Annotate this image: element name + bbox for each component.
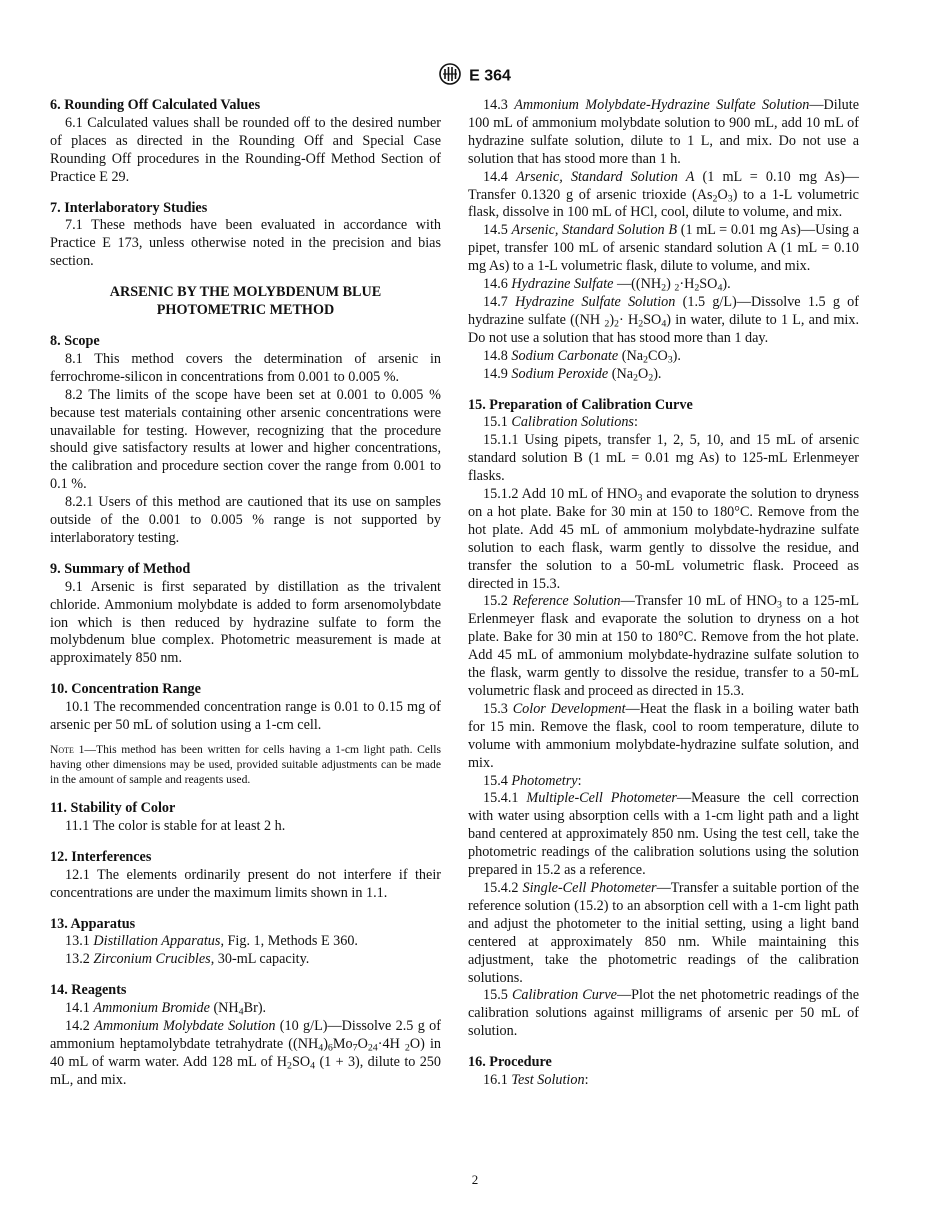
paragraph-number: 14.3 <box>483 97 515 113</box>
paragraph-text: : <box>577 772 582 789</box>
formula-text: ). <box>653 365 662 382</box>
note-1-text: —This method has been written for cells having a 1-cm light path. Cells having other dimensions may be used, provided suitable adjustments can be made in the amount of sample and reagents used. <box>50 743 441 786</box>
defined-term: Ammonium Molybdate Solution <box>94 1018 276 1035</box>
defined-term: Ammonium Bromide <box>93 1000 210 1017</box>
subscript: 4 <box>318 1042 324 1054</box>
paragraph-text: 15.1.2 Add 10 mL of HNO <box>483 486 638 503</box>
paragraph-9-1: 9.1 Arsenic is first separated by distillation as the trivalent chloride. Ammonium molybdate is added to form arsenomolybdate ion which is then reduced by hydrazine sulfate to form the molybdenum blue complex. Photometric measurement is made at approximately 850 nm. <box>50 578 441 667</box>
paragraph-number: 15.5 <box>483 987 512 1004</box>
paragraph-7-1: 7.1 These methods have been evaluated in accordance with Practice E 173, unless otherwise noted in the precision and bias section. <box>50 217 441 270</box>
paragraph-text: and evaporate the solution to dryness on a hot plate. Bake for 30 min at 150 to 180°C. Remove from the hot plate. Add 45 mL of ammonium molybdate-hydrazine sulfate solution to each flask, warm gently to dissolve the residue, and transfer the solution to a 50-mL volumetric flask. Proceed as directed in 15.3. <box>468 486 859 592</box>
defined-term: Arsenic, Standard Solution B <box>511 222 678 239</box>
paragraph-text: ·4H <box>377 1035 405 1052</box>
method-title-line-2: PHOTOMETRIC METHOD <box>156 302 335 319</box>
paragraph-text: : <box>633 414 638 431</box>
paragraph-text: to a 125-mL Erlenmeyer flask and evaporate the solution to dryness on a hot plate. Bake for 30 min at 150 to 180°C. Remove from the hot plate. Add 45 mL of ammonium molybdate-hydrazine sulfate solution to the flask, warm gently to dissolve the residue, transfer to a 50-mL volumetric flask and proceed as directed in 15.3. <box>468 593 860 699</box>
paragraph-text: O <box>717 186 728 203</box>
paragraph-number: 15.1 <box>483 414 512 431</box>
paragraph-14-9 <box>468 366 859 384</box>
paragraph-14-5 <box>468 222 859 276</box>
paragraph-text: Mo <box>332 1035 353 1052</box>
paragraph-text: —((NH <box>613 276 662 293</box>
astm-logo-icon <box>439 63 461 90</box>
paragraph-number: 14.5 <box>483 222 512 239</box>
paragraph-number: 14.1 <box>65 1000 94 1017</box>
formula-text: Br). <box>243 1000 267 1017</box>
defined-term: Sodium Peroxide <box>511 365 609 382</box>
method-title <box>50 284 441 320</box>
paragraph-15-4-2 <box>468 880 859 987</box>
defined-term: Reference Solution <box>512 593 621 610</box>
paragraph-text: (1.5 g/L)—Dissolve 1.5 g of hydrazine sulfate ((NH <box>468 293 859 328</box>
paragraph-text: ) <box>666 276 675 293</box>
subscript: 7 <box>352 1042 358 1054</box>
subscript: 2 <box>633 372 638 384</box>
paragraph-number: 15.4.1 <box>483 790 527 807</box>
paragraph-15-1-2 <box>468 486 859 593</box>
method-title-line-1: ARSENIC BY THE MOLYBDENUM BLUE <box>109 284 382 301</box>
paragraph-text: ) <box>323 1035 328 1052</box>
defined-term: Arsenic, Standard Solution A <box>515 168 695 185</box>
paragraph-text: ) to a 1-L volumetric flask, dissolve in 100 mL of HCl, cool, dilute to volume, and mix. <box>468 186 859 221</box>
paragraph-14-4 <box>468 169 859 223</box>
paragraph-text: SO <box>292 1053 311 1070</box>
defined-term: Test Solution <box>511 1072 585 1089</box>
paragraph-15-2 <box>468 593 859 700</box>
page-header <box>0 63 950 90</box>
page-number: 2 <box>471 1172 479 1187</box>
paragraph-text: —Measure the cell correction with water using absorption cells with a 1-cm light path and a light band centered at approximately 850 nm. Using the test cell, take the photometric readings of the calibration solutions using the solution prepared in 15.2 as a reference. <box>468 790 859 879</box>
paragraph-text: ·H <box>679 276 695 293</box>
note-1-label: Note 1 <box>50 743 85 756</box>
paragraph-text: SO <box>643 311 662 328</box>
section-6-title: 6. Rounding Off Calculated Values <box>50 97 261 113</box>
paragraph-text: O <box>357 1035 368 1052</box>
paragraph-text: —Plot the net photometric readings of the calibration solutions against milligrams of arsenic per 50 mL of solution. <box>468 987 860 1040</box>
defined-term: Hydrazine Sulfate Solution <box>515 293 676 310</box>
paragraph-14-8 <box>468 348 859 366</box>
paragraph-text: ) <box>609 311 615 328</box>
paragraph-text: SO <box>699 276 718 293</box>
section-14-title: 14. Reagents <box>50 982 127 999</box>
paragraph-14-3 <box>468 97 859 169</box>
formula-text: (NH <box>209 1000 239 1017</box>
paragraph-text: —Heat the flask in a boiling water bath for 15 min. Remove the flask, cool to room temperature, dilute to volume with ammonium molybdate-hydrazine sulfate solution, and mix. <box>468 700 859 771</box>
defined-term: Calibration Solutions <box>511 414 634 431</box>
defined-term: Color Development <box>512 700 626 717</box>
defined-term: Hydrazine Sulfate <box>511 276 614 293</box>
paragraph-14-7 <box>468 294 859 348</box>
defined-term: Calibration Curve <box>511 987 617 1004</box>
formula-text: CO <box>647 347 668 364</box>
paragraph-10-1: 10.1 The recommended concentration range is 0.01 to 0.15 mg of arsenic per 50 mL of solution using a 1-cm cell. <box>50 699 441 734</box>
subscript: 3 <box>777 599 782 611</box>
subscript: 4 <box>310 1060 316 1072</box>
paragraph-number: 14.9 <box>483 365 512 382</box>
subscript: 3 <box>667 354 673 366</box>
document-designation: E 364 <box>469 67 511 85</box>
section-16-title: 16. Procedure <box>468 1054 552 1071</box>
paragraph-15-3 <box>468 701 859 773</box>
subscript: 2 <box>694 282 700 294</box>
paragraph-text: ) in water, dilute to 1 L, and mix. Do not use a solution that has stood more than 1 day. <box>468 311 859 346</box>
paragraph-text: , 30-mL capacity. <box>210 951 310 968</box>
paragraph-text: · H <box>619 311 639 328</box>
paragraph-number: 14.8 <box>483 347 512 364</box>
paragraph-15-4 <box>468 773 859 791</box>
subscript: 2 <box>674 282 680 294</box>
paragraph-text: (1 mL = 0.10 mg As)—Transfer 0.1320 g of arsenic trioxide (As <box>468 168 859 203</box>
paragraph-15-5 <box>468 987 859 1041</box>
section-15-title: 15. Preparation of Calibration Curve <box>468 396 693 413</box>
paragraph-text: (1 + 3), dilute to 250 mL, and mix. <box>50 1053 441 1088</box>
paragraph-number: 14.4 <box>483 168 516 185</box>
defined-term: Single-Cell Photometer <box>522 879 657 896</box>
subscript: 2 <box>712 193 718 205</box>
formula-text: ). <box>672 347 681 364</box>
paragraph-text: (10 g/L)—Dissolve 2.5 g of ammonium heptamolybdate tetrahydrate ((NH <box>50 1018 441 1052</box>
subscript: 4 <box>238 1006 244 1018</box>
paragraph-6-1: 6.1 Calculated values shall be rounded off to the desired number of places as directed in the Rounding Off and Special Case Rounding Off procedures in the Rounding-Off Method Section of Practice E 29. <box>50 114 441 185</box>
subscript: 2 <box>614 318 620 330</box>
subscript: 2 <box>404 1042 410 1054</box>
paragraph-16-1 <box>468 1072 859 1090</box>
paragraph-15-1 <box>468 414 859 432</box>
paragraph-12-1: 12.1 The elements ordinarily present do not interfere if their concentrations are under the maximum limits shown in 1.1. <box>50 866 441 901</box>
paragraph-8-1: 8.1 This method covers the determination of arsenic in ferrochrome-silicon in concentrations from 0.001 to 0.005 %. <box>50 350 441 385</box>
defined-term: Sodium Carbonate <box>511 347 619 364</box>
subscript: 2 <box>638 318 644 330</box>
subscript: 4 <box>661 318 667 330</box>
defined-term: Zirconium Crucibles <box>93 951 211 968</box>
paragraph-8-2: 8.2 The limits of the scope have been set at 0.001 to 0.005 % because test materials containing other arsenic concentrations were unavailable for testing. However, recognizing that the procedure should give satisfactory results at lower and higher concentrations, the calibration and procedure section cover the range from 0.001 to 0.1 %. <box>50 386 441 493</box>
section-8-title: 8. Scope <box>50 332 100 349</box>
paragraph-14-2 <box>50 1018 441 1090</box>
section-7-title: 7. Interlaboratory Studies <box>50 199 208 216</box>
defined-term: Photometry <box>511 772 578 789</box>
paragraph-number: 14.6 <box>483 276 512 293</box>
paragraph-number: 14.2 <box>65 1018 95 1035</box>
subscript: 2 <box>604 318 610 330</box>
section-11-title: 11. Stability of Color <box>50 800 176 816</box>
section-10-title: 10. Concentration Range <box>50 681 201 698</box>
paragraph-15-4-1 <box>468 790 859 880</box>
paragraph-text: —Dilute 100 mL of ammonium molybdate solution to 900 mL, add 10 mL of hydrazine sulfate solution, dilute to 1 L, and mix. Do not use a solution that has stood more than 1 h. <box>468 97 859 167</box>
paragraph-11-1: 11.1 The color is stable for at least 2 h. <box>65 817 286 834</box>
subscript: 3 <box>637 492 643 504</box>
section-12-title: 12. Interferences <box>50 848 152 865</box>
paragraph-number: 13.1 <box>65 933 94 950</box>
subscript: 3 <box>727 193 733 205</box>
paragraph-8-2-1: 8.2.1 Users of this method are cautioned that its use on samples outside of the 0.001 to 0.005 % range is not supported by interlaboratory testing. <box>50 494 441 546</box>
paragraph-number: 15.3 <box>483 700 513 717</box>
formula-text: (Na <box>618 347 644 364</box>
subscript: 2 <box>648 372 654 384</box>
paragraph-number: 16.1 <box>483 1072 512 1089</box>
subscript: 4 <box>717 282 723 294</box>
paragraph-text: : <box>584 1072 589 1089</box>
subscript: 2 <box>287 1060 292 1072</box>
paragraph-number: 14.7 <box>483 293 516 310</box>
paragraph-13-1 <box>50 933 441 951</box>
section-9-title: 9. Summary of Method <box>50 560 191 577</box>
paragraph-text: ). <box>722 276 731 293</box>
paragraph-15-1-1: 15.1.1 Using pipets, transfer 1, 2, 5, 10, and 15 mL of arsenic standard solution B (1 mL = 0.01 mg As) to 125-mL Erlenmeyer flasks. <box>468 432 859 485</box>
subscript: 2 <box>661 282 667 294</box>
note-1 <box>50 742 441 787</box>
right-column <box>468 97 859 1090</box>
paragraph-14-1 <box>50 1000 441 1018</box>
paragraph-text: (1 mL = 0.01 mg As)—Using a pipet, transfer 100 mL of arsenic standard solution A (1 mL = 0.10 mg As) to a 1-L volumetric flask, dilute to volume, and mix. <box>468 222 859 275</box>
section-13-title: 13. Apparatus <box>50 915 136 932</box>
left-column <box>50 97 441 1090</box>
subscript: 2 <box>643 354 648 366</box>
paragraph-14-6 <box>468 276 859 294</box>
paragraph-13-2 <box>50 951 441 969</box>
formula-text: O <box>637 365 649 382</box>
defined-term: Ammonium Molybdate-Hydrazine Sulfate Solution <box>514 97 810 113</box>
paragraph-number: 15.4 <box>483 772 512 789</box>
paragraph-number: 15.2 <box>483 593 513 610</box>
paragraph-text: —Transfer a suitable portion of the reference solution (15.2) to an absorption cell with a 1-cm light path and adjust the photometer to the initial setting, using a light band centered at approximately 850 nm. While maintaining this adjustment, take the photometric readings of the calibration solutions. <box>468 879 860 986</box>
subscript: 24 <box>367 1042 378 1054</box>
formula-text: (Na <box>608 365 633 382</box>
paragraph-number: 15.4.2 <box>483 879 523 896</box>
paragraph-text: —Transfer 10 mL of HNO <box>620 593 777 610</box>
defined-term: Multiple-Cell Photometer <box>526 790 677 807</box>
defined-term: Distillation Apparatus <box>93 933 221 950</box>
paragraph-number: 13.2 <box>65 951 94 968</box>
paragraph-text: , Fig. 1, Methods E 360. <box>220 933 358 950</box>
subscript: 6 <box>327 1042 333 1054</box>
paragraph-text: O) in 40 mL of warm water. Add 128 mL of H <box>50 1035 441 1070</box>
